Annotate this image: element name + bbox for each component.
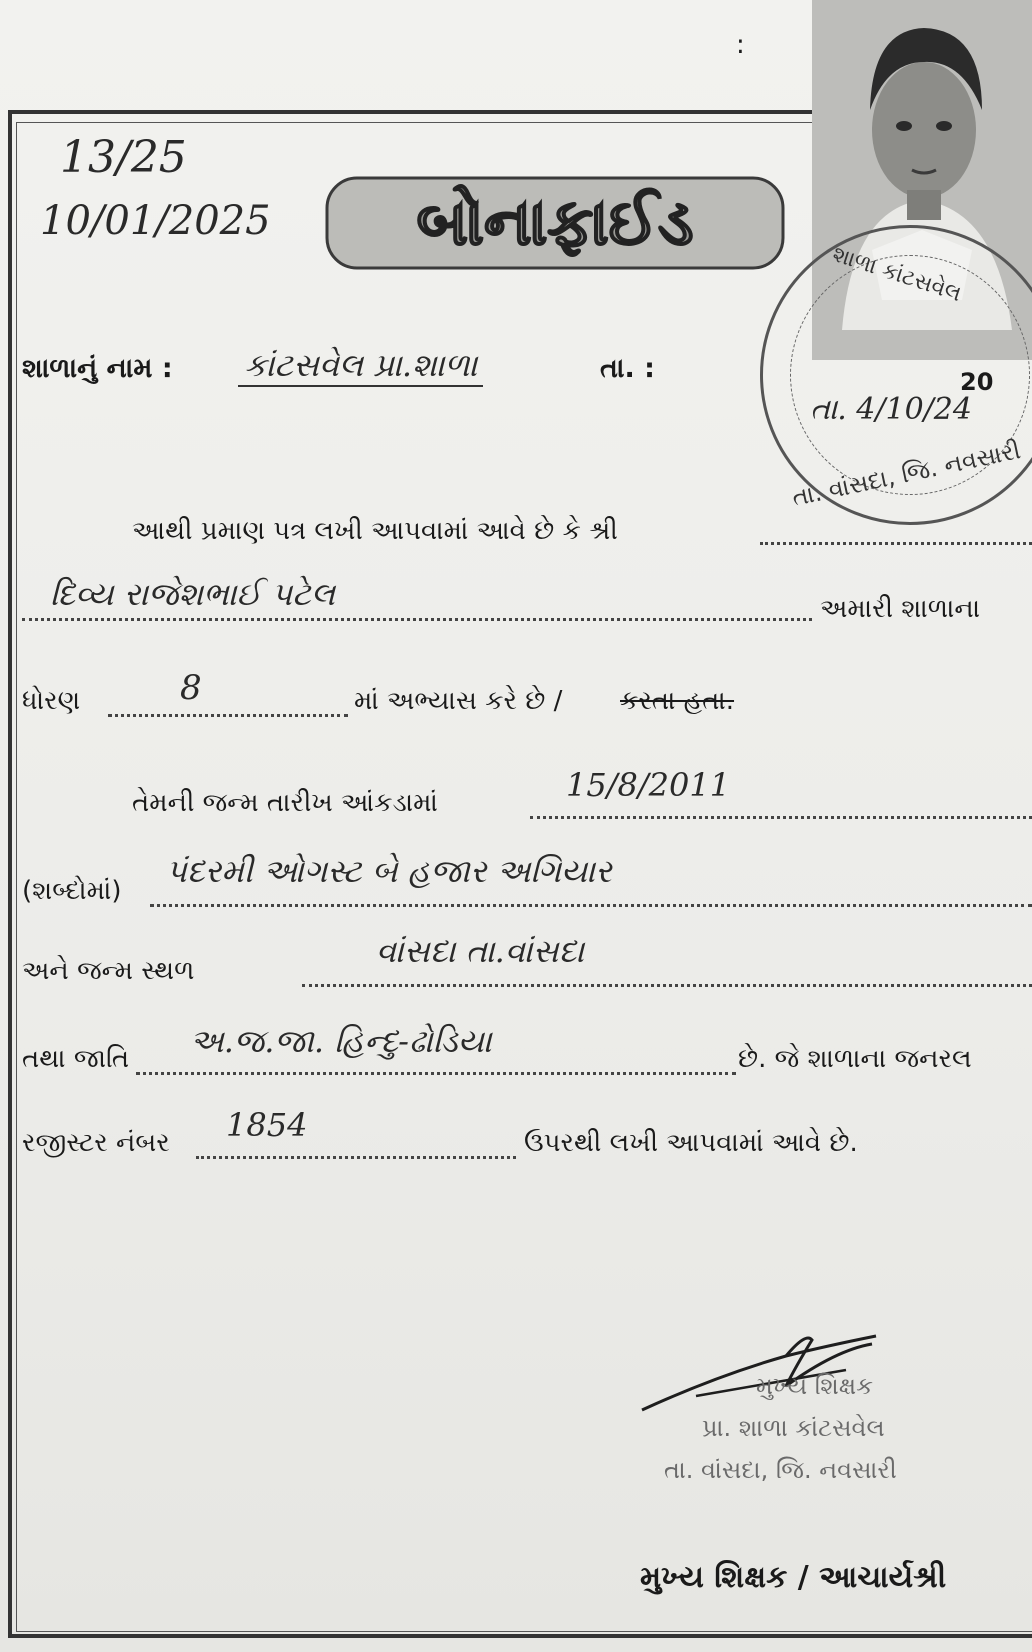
sign-stamp-title: મુખ્ય શિક્ષક: [756, 1372, 874, 1400]
handwritten-date: 10/01/2025: [40, 198, 271, 244]
stamp-top-text: શાળા કાંટસવેલ: [829, 241, 965, 308]
dotted-line: [136, 1070, 736, 1075]
headmaster-signature: [636, 1326, 896, 1416]
certify-text: આથી પ્રમાણ પત્ર લખી આપવામાં આવે છે કે શ્રી: [132, 516, 618, 546]
dotted-line: [760, 540, 1032, 545]
dob-words-value: પંદરમી ઓગસ્ટ બે હજાર અગિયાર: [166, 852, 612, 890]
dotted-line: [530, 814, 1032, 819]
stamp-date: તા. 4/10/24: [810, 392, 972, 427]
register-suffix-text: ઉપરથી લખી આપવામાં આવે છે.: [524, 1128, 858, 1158]
dotted-line: [150, 902, 1032, 907]
std-label: ધોરણ: [22, 686, 81, 716]
top-mark: :: [736, 30, 745, 60]
caste-suffix-text: છે. જે શાળાના જનરલ: [738, 1044, 972, 1074]
our-school-text: અમારી શાળાના: [820, 594, 981, 624]
dotted-line: [22, 616, 812, 621]
birthplace-label: અને જન્મ સ્થળ: [22, 956, 195, 986]
dotted-line: [108, 712, 348, 717]
caste-value: અ.જ.જા. હિન્દુ-ઢોડિયા: [190, 1022, 492, 1060]
dob-label: તેમની જન્મ તારીખ આંકડામાં: [132, 788, 438, 818]
register-value: 1854: [226, 1106, 308, 1144]
sign-stamp-school: પ્રા. શાળા કાંટસવેલ: [702, 1414, 885, 1442]
studying-text: માં અભ્યાસ કરે છે /: [354, 686, 563, 716]
stamp-year: 20: [960, 368, 994, 396]
headmaster-principal-label: મુખ્ય શિક્ષક / આચાર્યશ્રી: [640, 1560, 947, 1595]
student-name-value: દિવ્ય રાજેશભાઈ પટેલ: [50, 575, 336, 613]
taluka-label: તા. :: [600, 353, 655, 384]
dob-value: 15/8/2011: [566, 766, 731, 804]
stamp-bottom-text: તા. વાંસદા, જિ. નવસારી: [789, 436, 1024, 512]
school-name-label: શાળાનું નામ :: [22, 353, 173, 384]
register-label: રજીસ્ટર નંબર: [22, 1128, 170, 1158]
school-name-value: કાંટસવેલ પ્રા.શાળા: [238, 346, 483, 387]
studied-struck-text: કરતા હતા.: [620, 686, 735, 716]
title-bonafide: બોનાફાઈડ: [325, 168, 785, 278]
sign-stamp-address: તા. વાંસદા, જિ. નવસારી: [664, 1456, 897, 1484]
dotted-line: [196, 1154, 516, 1159]
dotted-line: [302, 982, 1032, 987]
std-value: 8: [180, 668, 202, 708]
handwritten-ref-number: 13/25: [60, 132, 187, 183]
birthplace-value: વાંસદા તા.વાંસદા: [376, 932, 585, 970]
dob-words-label: (શબ્દોમાં): [22, 876, 122, 906]
caste-label: તથા જાતિ: [22, 1044, 130, 1074]
